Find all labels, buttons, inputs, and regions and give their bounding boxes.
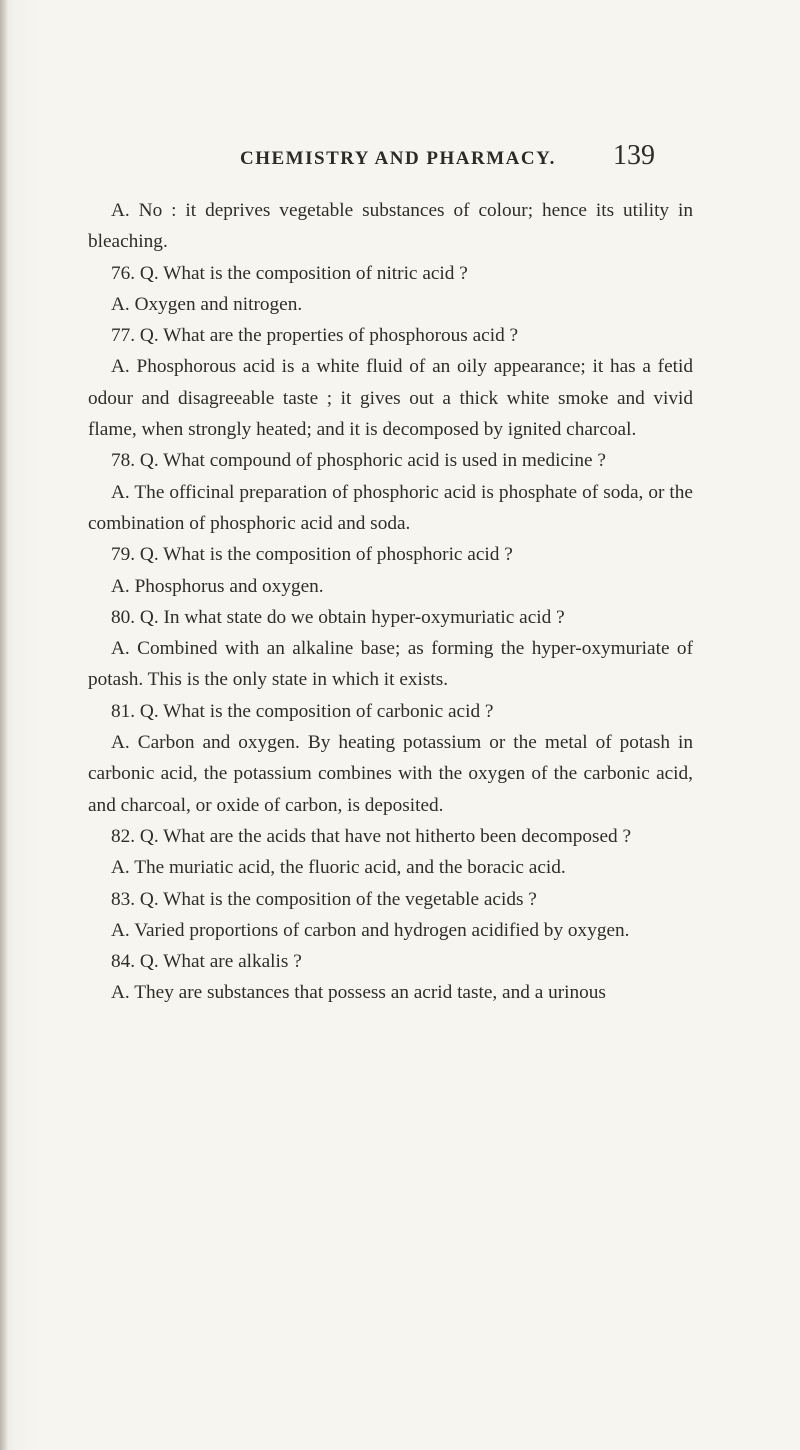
paragraph: A. No : it deprives vegetable substances of colour; hence its utility in bleaching.: [88, 200, 693, 253]
body-text: [88, 195, 693, 1009]
question: 78. Q. What compound of phosphoric acid is used in medicine ?: [111, 450, 606, 472]
answer: A. Carbon and oxygen. By heating potassium or the metal of potash in carbonic acid, the potassium combines with the oxygen of the carbonic acid, and charcoal, or oxide of carbon, is deposited.: [88, 732, 693, 816]
answer: A. Phosphorus and oxygen.: [111, 575, 324, 597]
answer: A. Varied proportions of carbon and hydrogen acidified by oxygen.: [111, 919, 630, 941]
question: 80. Q. In what state do we obtain hyper-oxymuriatic acid ?: [111, 606, 565, 628]
question: 83. Q. What is the composition of the vegetable acids ?: [111, 888, 537, 910]
question: 84. Q. What are alkalis ?: [111, 951, 302, 973]
page-header: [90, 140, 690, 180]
question: 77. Q. What are the properties of phosphorous acid ?: [111, 325, 519, 347]
answer: A. The muriatic acid, the fluoric acid, and the boracic acid.: [111, 857, 566, 879]
question: 79. Q. What is the composition of phosphoric acid ?: [111, 544, 513, 566]
answer: A. Oxygen and nitrogen.: [111, 293, 303, 315]
answer: A. Combined with an alkaline base; as forming the hyper-oxymuriate of potash. This is the only state in which it exists.: [88, 638, 693, 691]
answer: A. They are substances that possess an acrid taste, and a urinous: [111, 982, 606, 1004]
running-head: CHEMISTRY AND PHARMACY.: [240, 148, 556, 169]
question: 81. Q. What is the composition of carbonic acid ?: [111, 700, 494, 722]
question: 76. Q. What is the composition of nitric acid ?: [111, 262, 468, 284]
page-number: 139: [613, 140, 655, 171]
spine-shadow: [0, 0, 8, 1450]
answer: A. The officinal preparation of phosphoric acid is phosphate of soda, or the combination of phosphoric acid and soda.: [88, 481, 693, 534]
answer: A. Phosphorous acid is a white fluid of an oily appearance; it has a fetid odour and disagreeable taste ; it gives out a thick white smoke and vivid flame, when strongly heated; and it is decomposed by ignited charcoal.: [88, 356, 693, 441]
question: 82. Q. What are the acids that have not hitherto been decomposed ?: [111, 825, 632, 847]
